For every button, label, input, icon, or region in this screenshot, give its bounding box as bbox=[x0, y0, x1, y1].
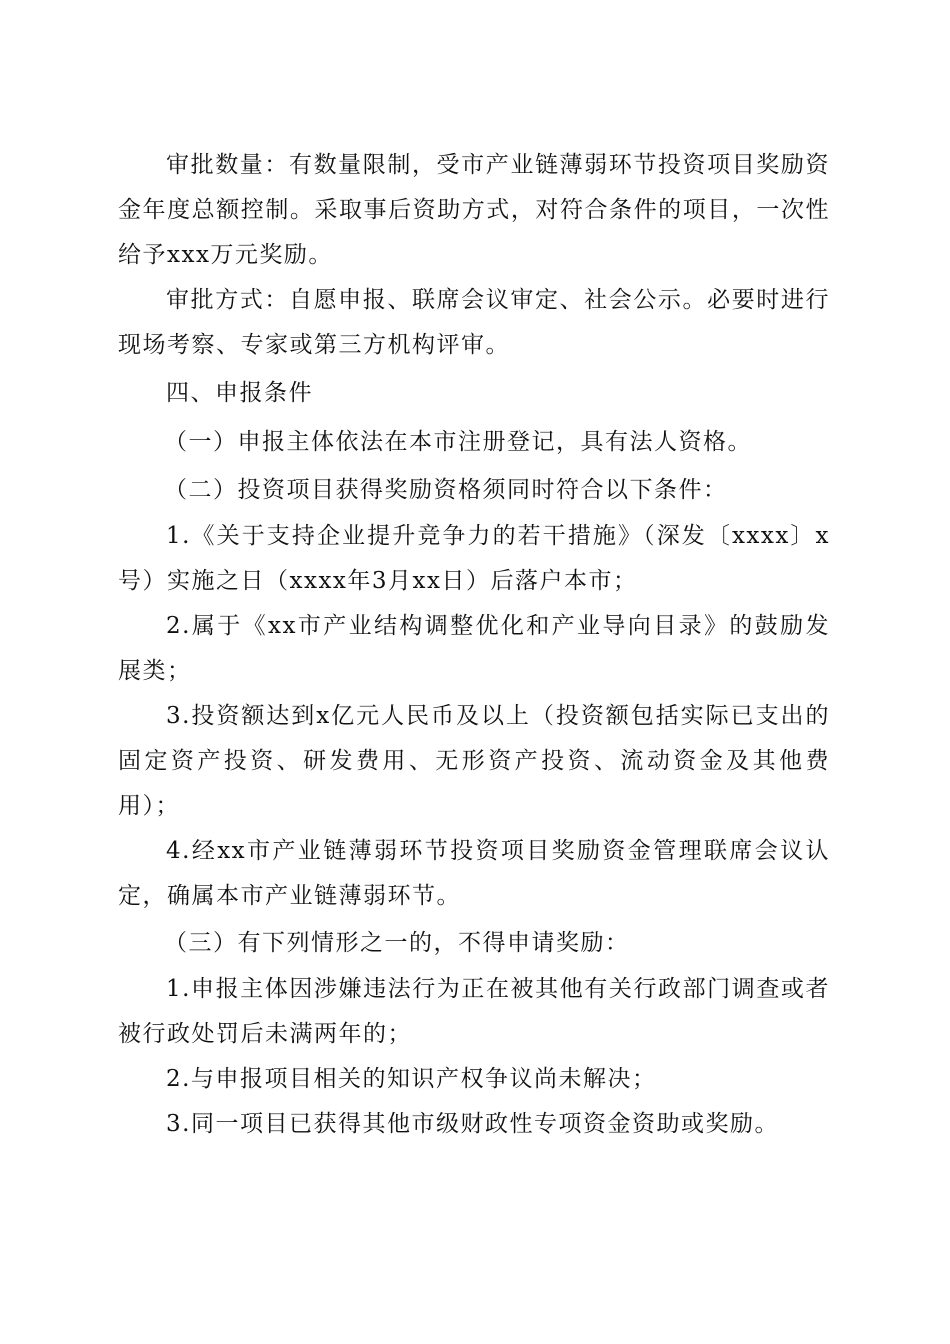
condition-item-4: 4.经xx市产业链薄弱环节投资项目奖励资金管理联席会议认定，确属本市产业链薄弱环节。 bbox=[118, 838, 830, 909]
exclusion-item-3: 3.同一项目已获得其他市级财政性专项资金资助或奖励。 bbox=[166, 1111, 779, 1137]
condition-item-1: 1.《关于支持企业提升竞争力的若干措施》（深发〔xxxx〕x号）实施之日（xxxx年3月xx日）后落户本市； bbox=[118, 523, 830, 594]
section-heading-application-conditions: 四、申报条件 bbox=[166, 380, 313, 406]
subsection-2: （二）投资项目获得奖励资格须同时符合以下条件： bbox=[164, 477, 728, 503]
condition-item-3: 3.投资额达到x亿元人民币及以上（投资额包括实际已支出的固定资产投资、研发费用、无形资产投资、流动资金及其他费用）； bbox=[118, 703, 830, 819]
subsection-3: （三）有下列情形之一的，不得申请奖励： bbox=[164, 930, 630, 956]
condition-item-2: 2.属于《xx市产业结构调整优化和产业导向目录》的鼓励发展类； bbox=[118, 613, 830, 684]
approval-quantity-paragraph: 审批数量：有数量限制，受市产业链薄弱环节投资项目奖励资金年度总额控制。采取事后资助方式，对符合条件的项目，一次性给予xxx万元奖励。 bbox=[118, 152, 830, 268]
exclusion-item-1: 1.申报主体因涉嫌违法行为正在被其他有关行政部门调查或者被行政处罚后未满两年的； bbox=[118, 976, 830, 1047]
approval-method-paragraph: 审批方式：自愿申报、联席会议审定、社会公示。必要时进行现场考察、专家或第三方机构评审。 bbox=[118, 287, 830, 358]
exclusion-item-2: 2.与申报项目相关的知识产权争议尚未解决； bbox=[166, 1066, 657, 1092]
document-page bbox=[118, 143, 830, 1147]
subsection-1: （一）申报主体依法在本市注册登记，具有法人资格。 bbox=[164, 429, 752, 455]
